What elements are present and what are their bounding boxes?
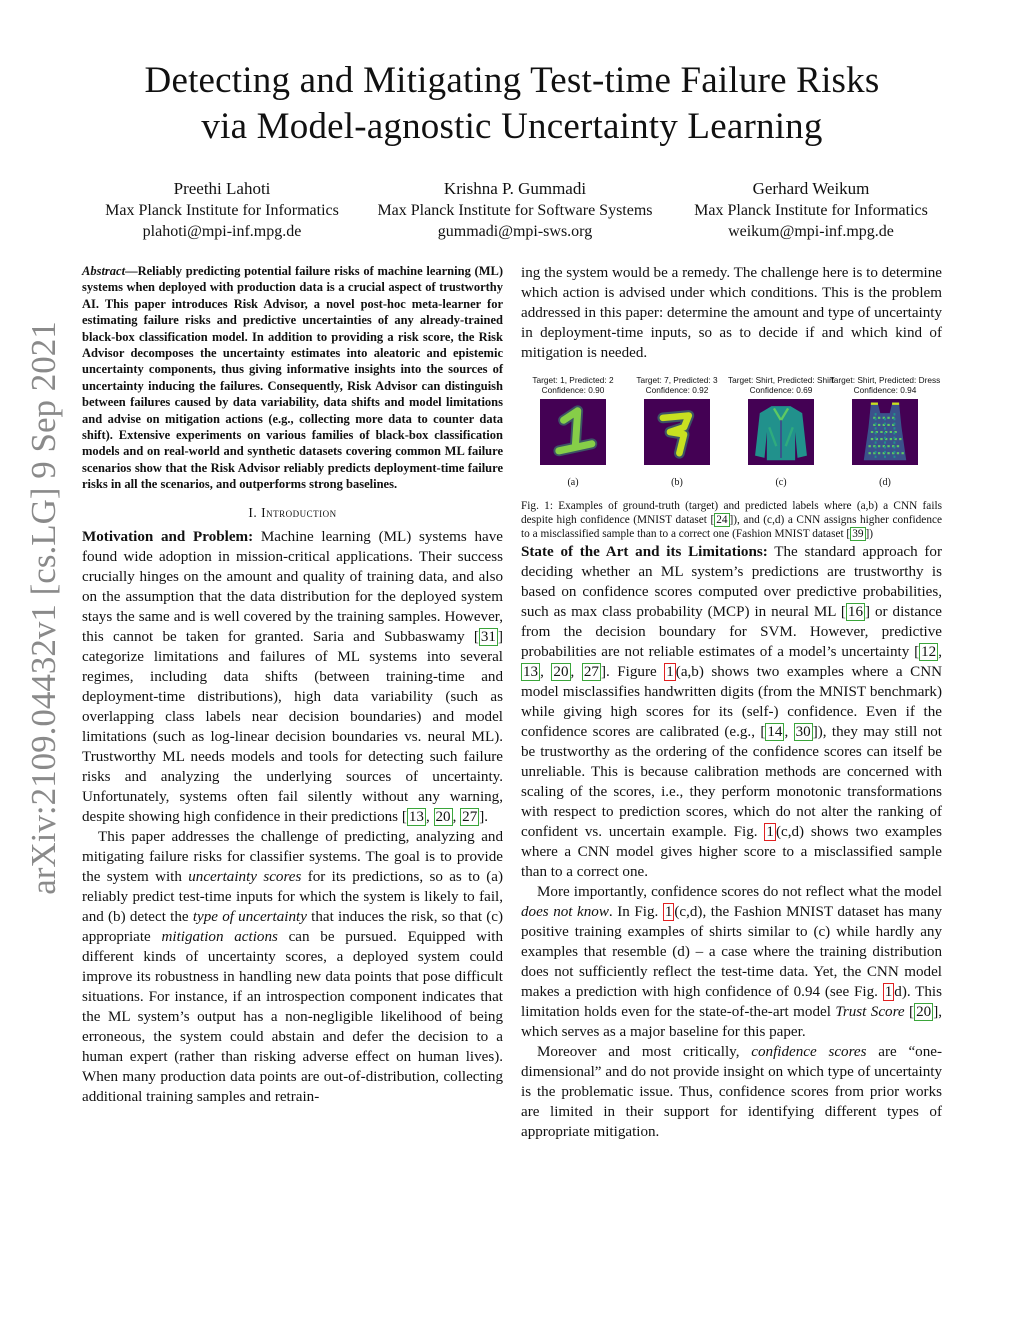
figure-link[interactable]: 1 [664,903,673,920]
paragraph-continued: ing the system would be a remedy. The challenge here is to determine which action is advised under which conditions. This is the problem addressed in this paper: determine the amount and type of uncertainty in deployment-time inputs, so as to decide if and which kind of mitigation is needed. [521,265,942,361]
panel-label: (d) [879,477,891,488]
citation-link[interactable]: 31 [480,628,496,645]
citation-link[interactable]: 20 [553,663,569,680]
citation-link[interactable]: 20 [916,1003,932,1020]
figure-link[interactable]: 1 [666,663,674,680]
author-email[interactable]: plahoti@mpi-inf.mpg.de [142,223,302,240]
figure-caption: Fig. 1: Examples of ground-truth (target) and predicted labels where (a,b) a CNN fails despite high confidence (MNIST dataset [ 24 ]), and (c,d) a CNN assigns higher confidence to a misclassified sample than to a correct one (Fashion MNIST dataset [ 39 ]) [521,500,942,541]
author-affiliation: Max Planck Institute for Informatics [694,202,928,219]
panel-header: Target: Shirt, Predicted: Dress [829,375,941,385]
panel-label: (b) [671,477,683,488]
section-title: Introduction [261,504,337,520]
panel-confidence: Confidence: 0.90 [541,385,605,395]
panel-label: (a) [567,477,579,488]
figure-link[interactable]: 1 [884,983,893,1000]
author-block-1 [67,178,377,242]
paragraph-motivation: Motivation and Problem: Machine learning (ML) systems have found wide adoption in mission-critical applications. Their success crucially hinges on the amount and quality of training data, and also on the assumption that the data distribution for the deployed system stays the same and is well covered by the training samples. However, this cannot be taken for granted. Saria and Subbaswamy [ 31 ] categorize limitations and failures of ML systems into several regimes, including data shifts (between training-time and deployment-time distributions), high data variability (such as overlapping class labels near decision boundaries) and model limitations (such as log-linear decision boundaries vs. neural ML). Trustworthy ML needs models and tools for detecting such failure risks and analyzing the underlying sources of uncertainty. Unfortunately, systems often fail silently without any warning, despite showing high confidence in their predictions [ 13 , 20 , 27 ]. [82,528,503,825]
author-email[interactable]: weikum@mpi-inf.mpg.de [728,223,894,240]
author-email[interactable]: gummadi@mpi-sws.org [437,223,593,240]
right-column [521,263,942,1142]
section-heading [82,503,503,523]
title-line-1: Detecting and Mitigating Test-time Failure Risks [144,60,880,101]
panel-header: Target: 1, Predicted: 2 [532,375,614,385]
panel-header: Target: Shirt, Predicted: Shirt [727,375,835,385]
citation-link[interactable]: 20 [435,808,451,825]
shirt-image [748,399,814,465]
abstract-text: Reliably predicting potential failure risks of machine learning (ML) systems when deployed with production data is a crucial aspect of trustworthy AI. This paper introduces Risk Advisor, a novel post-hoc meta-learner for estimating failure risks and predictive uncertainties of any already-trained black-box classification model. In addition to providing a risk score, the Risk Advisor decomposes the uncertainty estimates into aleatoric and epistemic uncertainty components, thus giving informative insights into the sources of uncertainty inducing the failures. Consequently, Risk Advisor can distinguish between failures caused by data variability, data shifts and model limitations and advise on mitigation actions (e.g., collecting more data to counter data shift). Extensive experiments on various families of black-box classification models and on real-world and synthetic datasets covering common ML failure scenarios show that the Risk Advisor reliably predicts deployment-time failure risks in all the scenarios, and outperforms strong baselines. [82,264,503,492]
citation-link[interactable]: 39 [852,528,864,541]
author-block-3 [656,178,966,242]
motivation-heading: Motivation and Problem: [82,528,254,545]
caption-label: Fig. 1: [521,500,553,512]
panel-confidence: Confidence: 0.69 [749,385,813,395]
panel-confidence: Confidence: 0.92 [645,385,709,395]
left-column [82,263,503,1107]
paragraph-more-importantly: More importantly, confidence scores do not reflect what the model does not know. In Fig. 1 (c,d), the Fashion MNIST dataset has many positive training examples of shirts similar to (c) while hardly any examples that resemble (d) – a case where the training distribution does not sufficiently reflect the test-time data. Yet, the CNN model makes a prediction with high confidence of 0.94 (see Fig. 1 d). This limitation holds even for the state-of-the-art model Trust Score [ 20 ], which serves as a major baseline for this paper. [521,883,942,1040]
author-name: Preethi Lahoti [173,179,271,198]
author-name: Gerhard Weikum [752,179,870,198]
paragraph-state-of-art: State of the Art and its Limitations: The standard approach for deciding whether an ML system’s predictions are trustworthy is based on confidence scores computed over predictive probabilities, such as max class probability (MCP) in neural ML [ 16 ] or distance from the decision boundary for SVM. However, predictive probabilities are not reliable estimates of a model’s uncertainty [ 12 , 13 , 20 , 27 ]. Figure 1 (a,b) shows two examples where a CNN model misclassifies handwritten digits (from the MNIST benchmark) while giving high scores for its (self-) confidence. Even if the confidence scores are calibrated (e.g., [ 14 , 30 ]), they may still not be trustworthy as the ordering of the confidence scores can itself be unreliable. This is because calibration methods are concerned with scaling of the scores, i.e., they perform monotonic transformations with respect to prediction scores, which do not alter the ranking of confident vs. uncertain example. Fig. 1 (c,d) shows two examples where a CNN model gives higher score to a misclassified sample than to a correct one. [521,543,942,880]
abstract-label: Abstract [82,264,126,278]
paragraph-moreover: Moreover and most critically, confidence scores are “one-dimensional” and do not provide insight on which type of uncertainty is the problematic issue. Thus, confidence scores from prior works are limited in their support for identifying different types of appropriate mitigation. [521,1043,943,1140]
state-heading: State of the Art and its Limitations: [521,543,768,560]
abstract: Abstract—Reliably predicting potential failure risks of machine learning (ML) systems when deployed with production data is a crucial aspect of trustworthy AI. This paper introduces Risk Advisor, a novel post-hoc meta-learner for estimating failure risks and predictive uncertainties of any already-trained black-box classification model. In addition to providing a risk score, the Risk Advisor decomposes the uncertainty estimates into aleatoric and epistemic uncertainty components, thus giving informative insights into the sources of uncertainty inducing the failures. Consequently, Risk Advisor can distinguish between failures caused by data variability, data shifts and model limitations and advise on mitigation actions (e.g., collecting more data to counter data shift). Extensive experiments on various families of black-box classification models and on real-world and synthetic datasets covering common ML failure scenarios show that the Risk Advisor reliably predicts deployment-time failure risks in all the scenarios, and outperforms strong baselines. [82,264,503,492]
digit-one-image [540,399,606,465]
citation-link[interactable]: 27 [462,808,478,825]
author-affiliation: Max Planck Institute for Informatics [105,202,339,219]
section-number: I. [248,504,258,520]
figure-panel-a [521,375,625,493]
panel-label: (c) [775,477,787,488]
paragraph-challenge: This paper addresses the challenge of predicting, analyzing and mitigating failure risks for classifier systems. The goal is to provide the system with uncertainty scores for its predictions, so as to (a) reliably predict test-time inputs for which the system is likely to fail, and (b) detect the type of uncertainty that induces the risk, so that (c) appropriate mitigation actions can be pursued. Equipped with different kinds of uncertainty scores, a deployed system could improve its robustness in handling new data points that pose difficult situations. For instance, if an introspection component indicates that the ML system’s output has a non-negligible likelihood of being erroneous, the system could abstain and defer the decision to a human expert (rather than risking adverse effect on human lives). When many production data points are out-of-distribution, collecting additional training samples and retrain- [82,828,503,1105]
figure-1 [521,375,942,493]
citation-link[interactable]: 13 [408,808,424,825]
citation-link[interactable]: 12 [921,643,937,660]
author-affiliation: Max Planck Institute for Software Systems [377,202,653,219]
author-block-2 [360,178,670,242]
dress-image [852,399,918,465]
citation-link[interactable]: 30 [795,723,811,740]
figure-panel-b [625,375,729,493]
panel-header: Target: 7, Predicted: 3 [636,375,718,385]
figure-panel-d [829,375,941,493]
citation-link[interactable]: 24 [716,514,728,527]
citation-link[interactable]: 14 [767,723,783,740]
title-line-2: via Model-agnostic Uncertainty Learning [201,106,823,147]
author-name: Krishna P. Gummadi [443,179,587,198]
citation-link[interactable]: 16 [847,603,864,620]
digit-seven-image [644,399,710,465]
panel-confidence: Confidence: 0.94 [853,385,917,395]
figure-link[interactable]: 1 [766,823,774,840]
citation-link[interactable]: 27 [583,663,599,680]
figure-panel-c [729,375,833,493]
paper-title [0,58,1024,150]
citation-link[interactable]: 13 [523,663,539,680]
arxiv-identifier: arXiv:2109.04432v1 [cs.LG] 9 Sep 2021 [24,321,63,895]
